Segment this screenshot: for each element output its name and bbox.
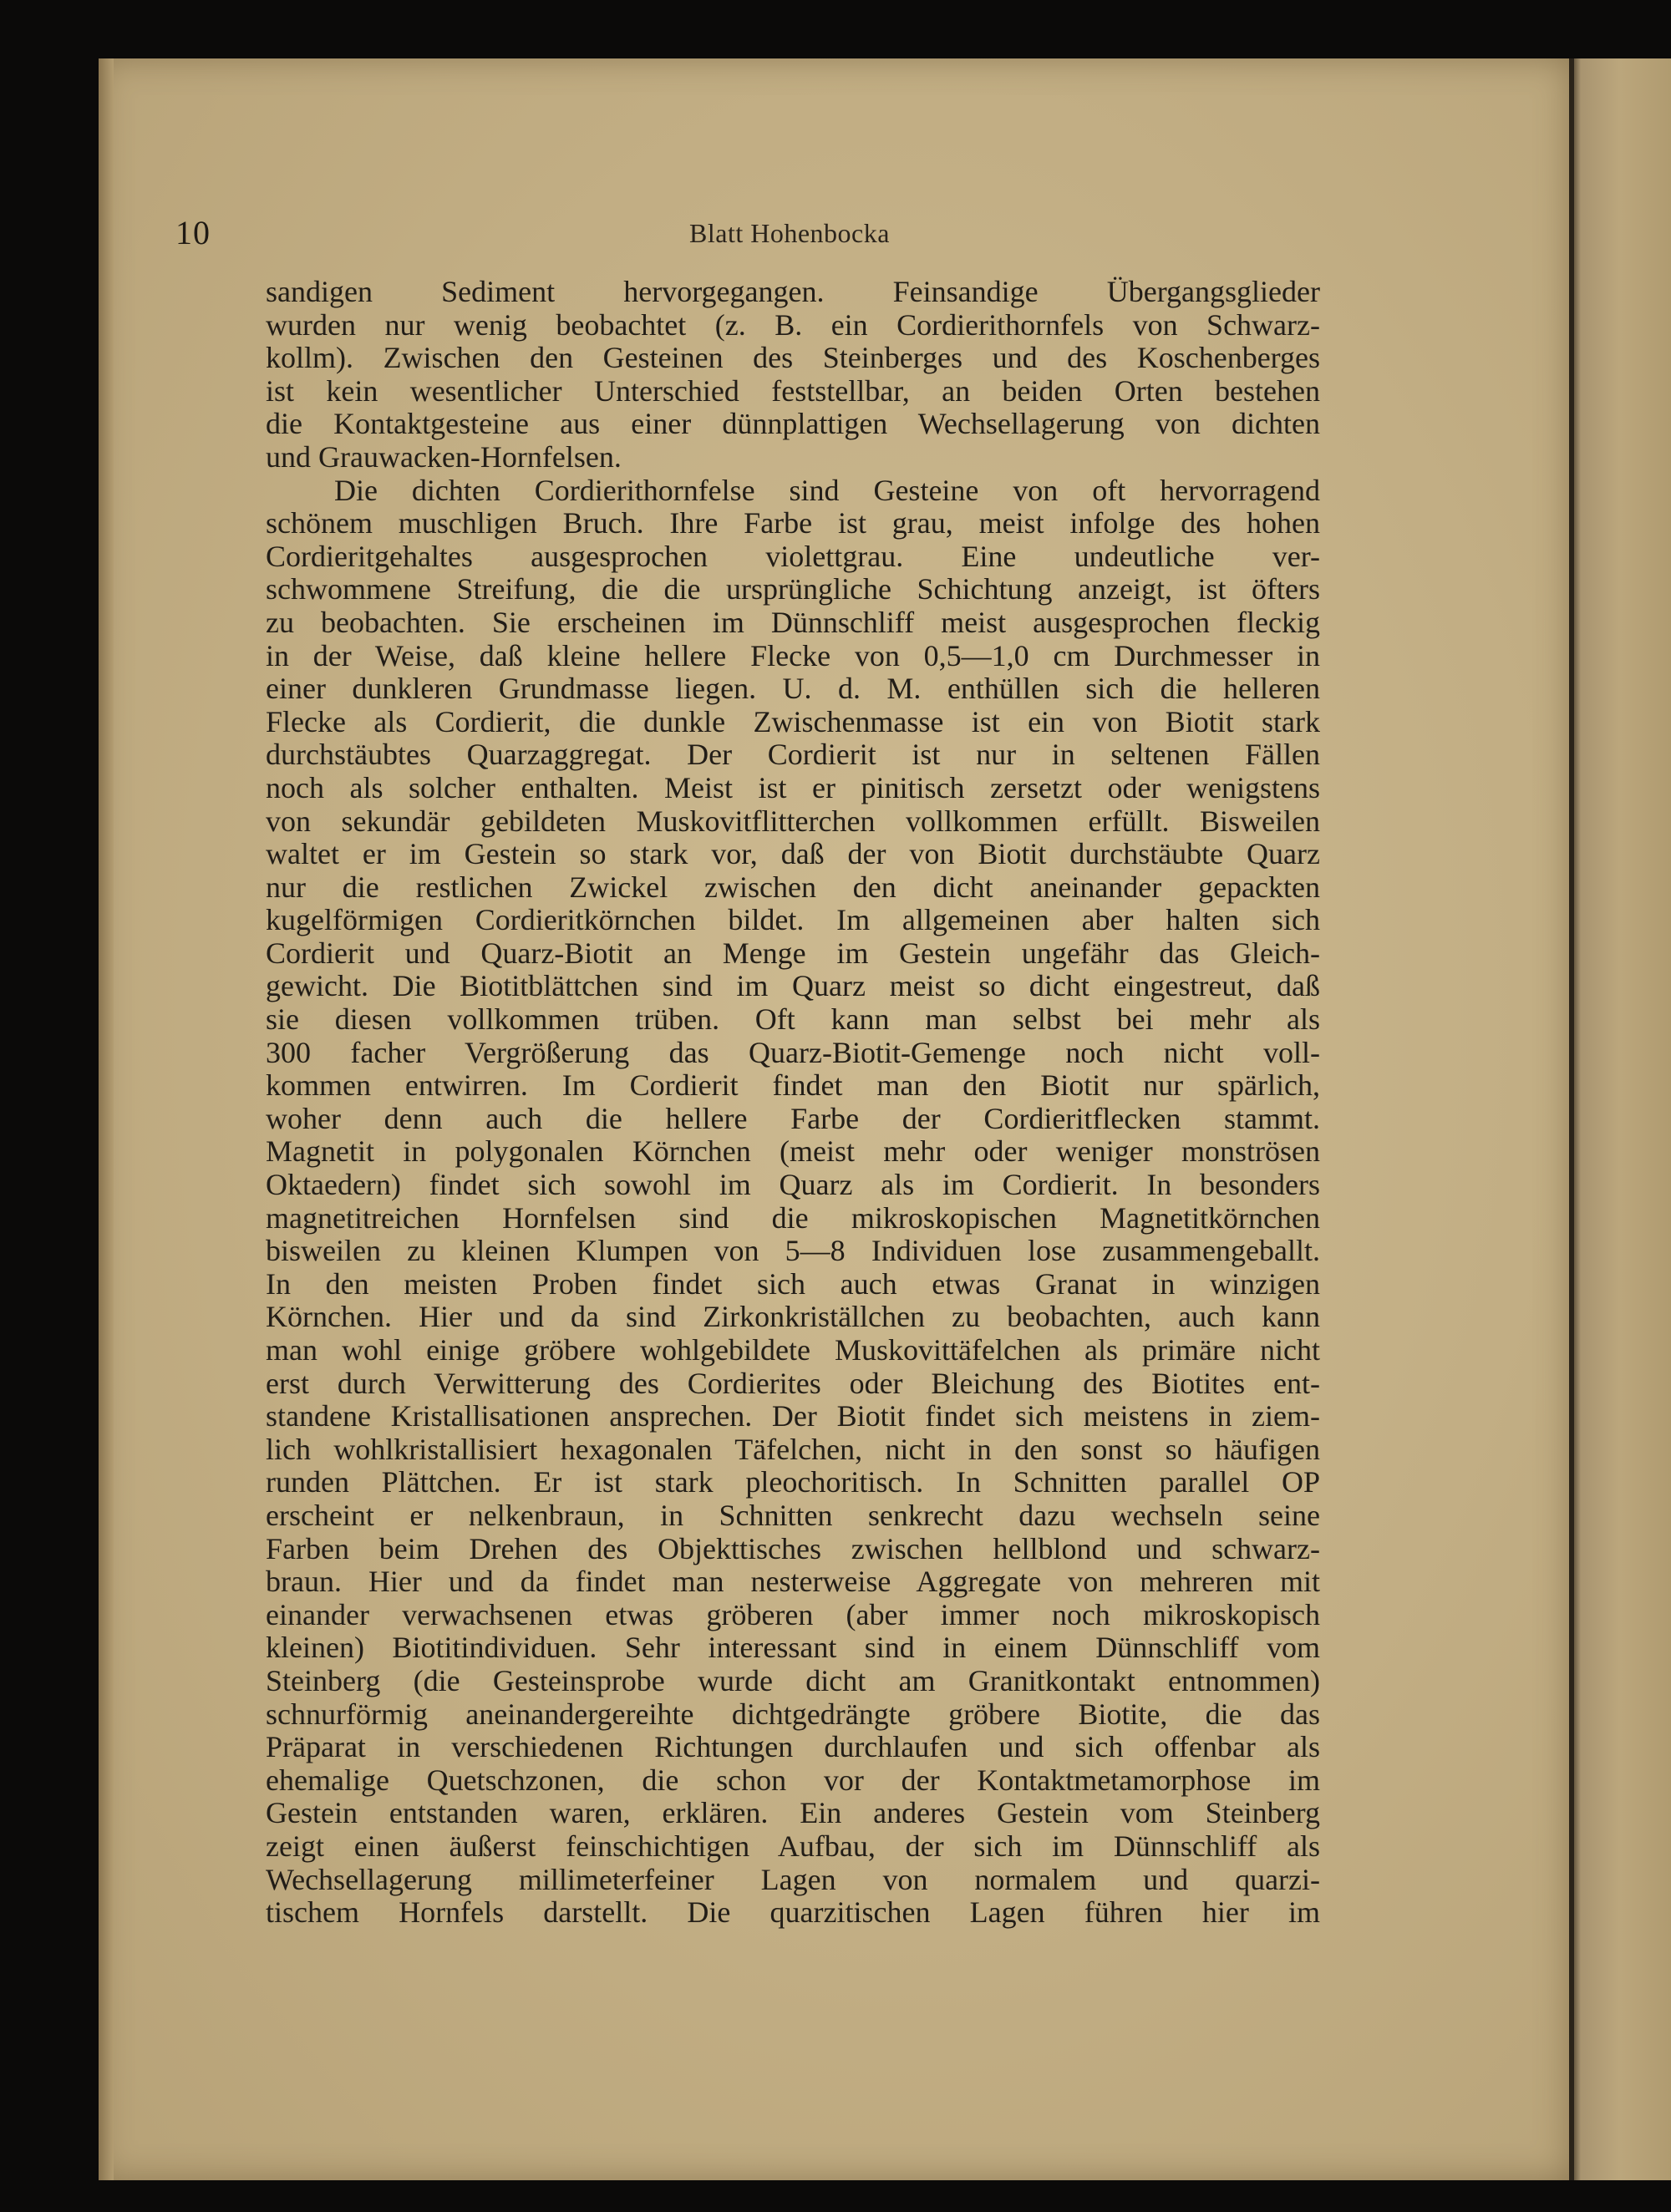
text-line: Flecke als Cordierit, die dunkle Zwischenmasse ist ein von Biotit stark: [266, 704, 1320, 738]
text-line: von sekundär gebildeten Muskovitflitterchen vollkommen erfüllt. Bisweilen: [266, 804, 1320, 838]
page-left-edge: [99, 58, 114, 2180]
text-line: Magnetit in polygonalen Körnchen (meist mehr oder weniger monströsen: [266, 1134, 1320, 1169]
text-line: kommen entwirren. Im Cordierit findet man den Biotit nur spärlich,: [266, 1068, 1320, 1103]
text-line: man wohl einige gröbere wohlgebildete Muskovittäfelchen als primäre nicht: [266, 1333, 1320, 1367]
text-line: standene Kristallisationen ansprechen. Der Biotit findet sich meistens in ziem-: [266, 1399, 1320, 1433]
text-line: in der Weise, daß kleine hellere Flecke von 0,5—1,0 cm Durchmesser in: [266, 638, 1320, 672]
text-line: die Kontaktgesteine aus einer dünnplattigen Wechsellagerung von dichten: [266, 407, 1320, 441]
text-line: Gestein entstanden waren, erklären. Ein anderes Gestein vom Steinberg: [266, 1796, 1320, 1830]
text-line: schnurförmig aneinandergereihte dichtgedrängte gröbere Biotite, die das: [266, 1697, 1320, 1731]
text-line: Wechsellagerung millimeterfeiner Lagen von normalem und quarzi-: [266, 1862, 1320, 1896]
page-number: 10: [175, 214, 211, 251]
text-line: braun. Hier und da findet man nesterweise Aggregate von mehreren mit: [266, 1565, 1320, 1599]
running-head: Blatt Hohenbocka: [689, 218, 890, 248]
text-line: noch als solcher enthalten. Meist ist er pinitisch zersetzt oder wenigstens: [266, 770, 1320, 804]
text-line: bisweilen zu kleinen Klumpen von 5—8 Individuen lose zusammengeballt.: [266, 1234, 1320, 1268]
text-line: ist kein wesentlicher Unterschied feststellbar, an beiden Orten bestehen: [266, 373, 1320, 408]
text-line: gewicht. Die Biotitblättchen sind im Quarz meist so dicht eingestreut, daß: [266, 969, 1320, 1003]
text-line: runden Plättchen. Er ist stark pleochoritisch. In Schnitten parallel OP: [266, 1465, 1320, 1499]
facing-page-edge: [1569, 58, 1671, 2180]
text-line: Steinberg (die Gesteinsprobe wurde dicht am Granitkontakt entnommen): [266, 1663, 1320, 1697]
text-line: waltet er im Gestein so stark vor, daß der von Biotit durchstäubte Quarz: [266, 837, 1320, 871]
text-line: sie diesen vollkommen trüben. Oft kann man selbst bei mehr als: [266, 1002, 1320, 1037]
text-line: Oktaedern) findet sich sowohl im Quarz als im Cordierit. In besonders: [266, 1168, 1320, 1202]
text-line: wurden nur wenig beobachtet (z. B. ein Cordierithornfels von Schwarz-: [266, 307, 1320, 342]
text-line: zu beobachten. Sie erscheinen im Dünnschliff meist ausgesprochen fleckig: [266, 605, 1320, 639]
text-line: durchstäubtes Quarzaggregat. Der Cordierit ist nur in seltenen Fällen: [266, 738, 1320, 772]
text-line: sandigen Sediment hervorgegangen. Feinsandige Übergangsglieder: [266, 275, 1320, 308]
text-line: Körnchen. Hier und da sind Zirkonkriställchen zu beobachten, auch kann: [266, 1300, 1320, 1334]
text-line: magnetitreichen Hornfelsen sind die mikroskopischen Magnetitkörnchen: [266, 1200, 1320, 1235]
text-line: woher denn auch die hellere Farbe der Cordieritflecken stammt.: [266, 1101, 1320, 1135]
text-line: zeigt einen äußerst feinschichtigen Aufbau, der sich im Dünnschliff als: [266, 1829, 1320, 1863]
text-line: nur die restlichen Zwickel zwischen den dicht aneinander gepackten: [266, 870, 1320, 904]
text-line: schönem muschligen Bruch. Ihre Farbe ist grau, meist infolge des hohen: [266, 506, 1320, 540]
text-line: kugelförmigen Cordieritkörnchen bildet. Im allgemeinen aber halten sich: [266, 903, 1320, 937]
text-line: Präparat in verschiedenen Richtungen durchlaufen und sich offenbar als: [266, 1730, 1320, 1764]
text-line: Cordieritgehaltes ausgesprochen violettgrau. Eine undeutliche ver-: [266, 539, 1320, 573]
text-line: erst durch Verwitterung des Cordierites oder Bleichung des Biotites ent-: [266, 1366, 1320, 1400]
text-line: Cordierit und Quarz-Biotit an Menge im Gestein ungefähr das Gleich-: [266, 936, 1320, 970]
text-line: erscheint er nelkenbraun, in Schnitten senkrecht dazu wechseln seine: [266, 1498, 1320, 1532]
page-gutter: [1569, 58, 1574, 2180]
text-line: In den meisten Proben findet sich auch etwas Granat in winzigen: [266, 1266, 1320, 1301]
text-line: schwommene Streifung, die die ursprüngliche Schichtung anzeigt, ist öfters: [266, 572, 1320, 606]
text-line: kleinen) Biotitindividuen. Sehr interessant sind in einem Dünnschliff vom: [266, 1631, 1320, 1665]
text-line: kollm). Zwischen den Gesteinen des Steinberges und des Koschenberges: [266, 341, 1320, 375]
text-line: lich wohlkristallisiert hexagonalen Täfelchen, nicht in den sonst so häufigen: [266, 1432, 1320, 1466]
text-line: einer dunkleren Grundmasse liegen. U. d. M. enthüllen sich die helleren: [266, 672, 1320, 706]
text-line: 300 facher Vergrößerung das Quarz-Biotit-Gemenge noch nicht voll-: [266, 1035, 1320, 1069]
text-line: und Grauwacken-Hornfelsen.: [266, 439, 622, 474]
text-line: Die dichten Cordierithornfelse sind Gesteine von oft hervorragend: [334, 473, 1320, 507]
body-text: [266, 276, 1320, 1930]
text-line: ehemalige Quetschzonen, die schon vor der Kontaktmetamorphose im: [266, 1763, 1320, 1797]
text-line: tischem Hornfels darstellt. Die quarzitischen Lagen führen hier im: [266, 1895, 1320, 1930]
page-header: [175, 213, 1345, 255]
text-line: Farben beim Drehen des Objekttisches zwischen hellblond und schwarz-: [266, 1531, 1320, 1565]
text-line: einander verwachsenen etwas gröberen (aber immer noch mikroskopisch: [266, 1597, 1320, 1631]
